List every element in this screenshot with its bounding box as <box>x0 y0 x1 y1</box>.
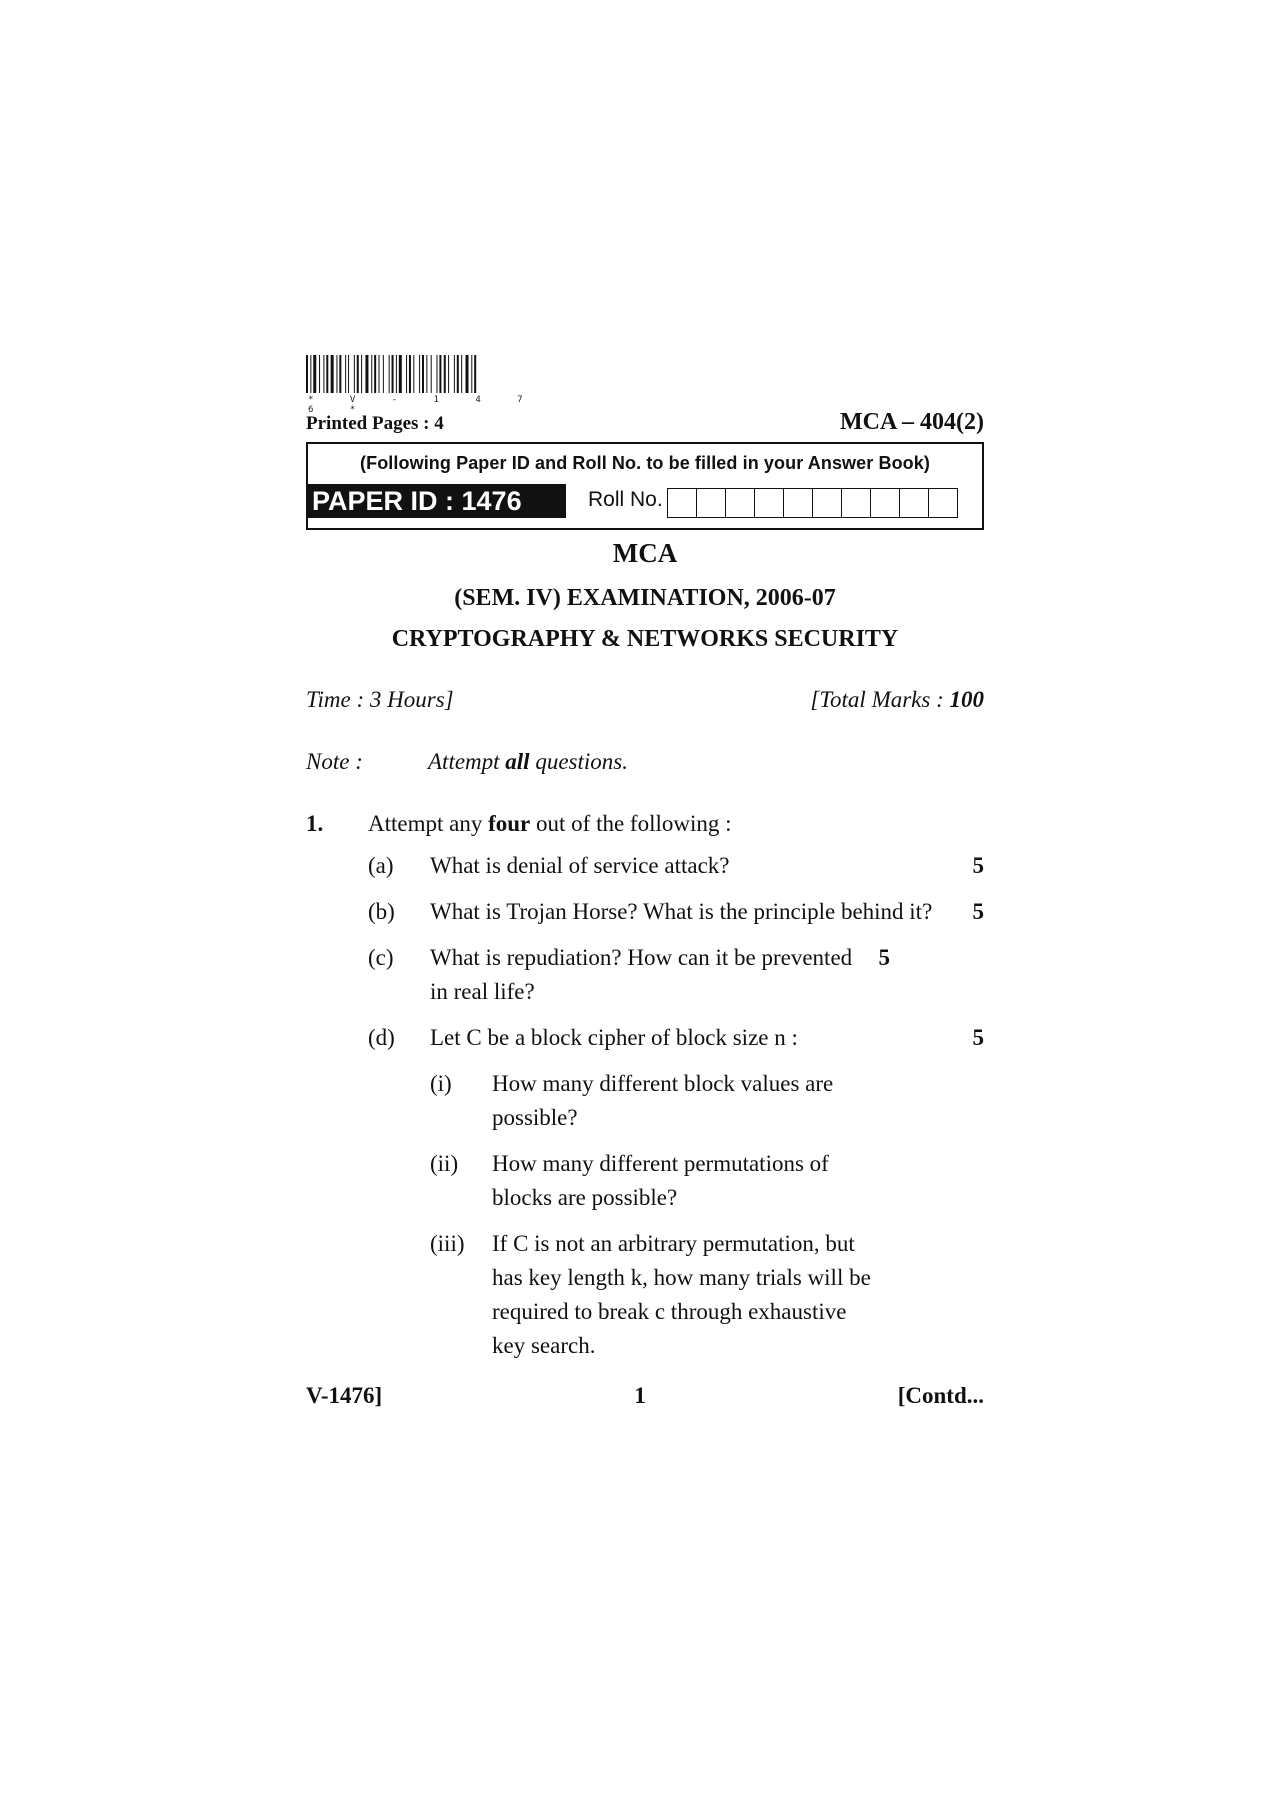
note-text <box>428 749 628 775</box>
barcode-bar <box>457 355 459 393</box>
roll-no-box <box>841 488 871 518</box>
barcode-bar <box>437 355 438 393</box>
part-marks: 5 <box>972 899 984 924</box>
barcode-bar <box>310 355 311 393</box>
subpart-label: (ii) <box>430 1151 459 1176</box>
subpart-iii <box>430 1227 882 1363</box>
roll-no-box <box>928 488 958 518</box>
part-label: (c) <box>368 945 394 970</box>
subject-title: CRYPTOGRAPHY & NETWORKS SECURITY <box>391 626 899 652</box>
barcode-bar <box>383 355 384 393</box>
barcode-bar <box>379 355 380 393</box>
subpart-ii <box>430 1147 882 1215</box>
barcode-bar <box>431 355 432 393</box>
question-text-bold: four <box>488 811 531 836</box>
barcode-bar <box>409 355 411 393</box>
id-instruction: (Following Paper ID and Roll No. to be filled in your Answer Book) <box>360 453 930 473</box>
barcode-bar <box>354 355 355 393</box>
exam-page <box>306 355 984 1409</box>
subpart-text: How many different permutations of blocks are possible? <box>492 1151 829 1210</box>
roll-no-box <box>696 488 726 518</box>
barcode-bar <box>419 355 420 393</box>
time-marks-row <box>306 687 984 713</box>
barcode-bar <box>365 355 368 393</box>
roll-no-box <box>783 488 813 518</box>
part-marks: 5 <box>878 945 890 970</box>
barcode-bar <box>406 355 407 393</box>
barcode-graphic <box>306 355 576 393</box>
paper-id: PAPER ID : 1476 <box>308 484 566 518</box>
time-allowed: Time : 3 Hours] <box>306 687 454 712</box>
barcode-bar <box>323 355 324 393</box>
barcode-bar <box>448 355 449 393</box>
barcode-bar <box>399 355 402 393</box>
barcode-bar <box>454 355 455 393</box>
barcode-text: * V - 1 4 7 6 * <box>308 395 539 415</box>
barcode-bar <box>313 355 316 393</box>
roll-no-box <box>812 488 842 518</box>
roll-no-boxes <box>668 488 958 518</box>
barcode-bar <box>361 355 362 393</box>
roll-no-label: Roll No. <box>588 488 663 511</box>
barcode-bar <box>326 355 328 393</box>
question-text-start: Attempt any <box>368 811 489 836</box>
roll-no-box <box>667 488 697 518</box>
total-marks <box>810 687 984 713</box>
question-number: 1. <box>306 811 324 836</box>
barcode-bar <box>345 355 346 393</box>
part-c <box>306 941 984 1009</box>
roll-no-box <box>754 488 784 518</box>
barcode-bar <box>466 355 469 393</box>
part-label: (d) <box>368 1025 395 1050</box>
page-footer <box>306 1383 984 1409</box>
question-text-end: out of the following : <box>530 811 732 836</box>
part-label: (a) <box>368 853 394 878</box>
continued-label: [Contd... <box>897 1383 984 1408</box>
barcode-bar <box>348 355 349 393</box>
barcode-bar <box>439 355 441 393</box>
barcode-bar <box>474 355 476 393</box>
barcode-bar <box>336 355 337 393</box>
roll-no-box <box>725 488 755 518</box>
page-number: 1 <box>634 1383 646 1408</box>
barcode-bar <box>357 355 359 393</box>
subpart-i <box>430 1067 882 1135</box>
barcode-bar <box>444 355 446 393</box>
barcode-bar <box>422 355 424 393</box>
part-b <box>306 895 984 929</box>
barcode-bar <box>371 355 372 393</box>
part-marks: 5 <box>972 853 984 878</box>
printed-pages: Printed Pages : 4 <box>306 413 444 434</box>
part-text: Let C be a block cipher of block size n : <box>430 1025 798 1050</box>
barcode-bar <box>306 355 308 393</box>
subpart-text: If C is not an arbitrary permutation, but has key length k, how many trials will be required to break c through exhaustive key search. <box>492 1231 871 1358</box>
paper-id-box <box>306 442 984 530</box>
note-row <box>306 749 984 775</box>
question-instruction <box>368 811 732 837</box>
subpart-label: (iii) <box>430 1231 465 1256</box>
part-label: (b) <box>368 899 395 924</box>
subpart-label: (i) <box>430 1071 452 1096</box>
note-text-end: questions. <box>529 749 628 774</box>
program-title: MCA <box>612 538 678 568</box>
roll-no-box <box>870 488 900 518</box>
barcode-bar <box>319 355 320 393</box>
part-marks: 5 <box>972 1025 984 1050</box>
note-text-start: Attempt <box>428 749 506 774</box>
footer-code: V-1476] <box>306 1383 383 1408</box>
barcode-bar <box>396 355 397 393</box>
part-text: What is denial of service attack? <box>430 853 730 878</box>
barcode-bar <box>374 355 376 393</box>
barcode-bar <box>426 355 427 393</box>
barcode-bar <box>389 355 390 393</box>
barcode-bar <box>331 355 334 393</box>
exam-title: (SEM. IV) EXAMINATION, 2006-07 <box>454 585 836 611</box>
barcode-bar <box>461 355 462 393</box>
barcode-bar <box>339 355 341 393</box>
part-a <box>306 849 984 883</box>
course-code: MCA – 404(2) <box>840 409 984 435</box>
roll-no-box <box>899 488 929 518</box>
part-text: What is repudiation? How can it be prevented in real life? <box>430 945 853 1004</box>
barcode-bar <box>413 355 414 393</box>
barcode-bar <box>471 355 472 393</box>
total-marks-value: 100 <box>949 687 984 712</box>
note-text-bold: all <box>505 749 530 774</box>
part-text: What is Trojan Horse? What is the principle behind it? <box>430 899 933 924</box>
subpart-text: How many different block values are possible? <box>492 1071 834 1130</box>
total-marks-label: [Total Marks : <box>810 687 950 712</box>
barcode <box>306 355 984 415</box>
question-1 <box>306 811 984 837</box>
note-label: Note : <box>306 749 363 774</box>
barcode-bar <box>392 355 394 393</box>
part-d <box>306 1021 984 1055</box>
